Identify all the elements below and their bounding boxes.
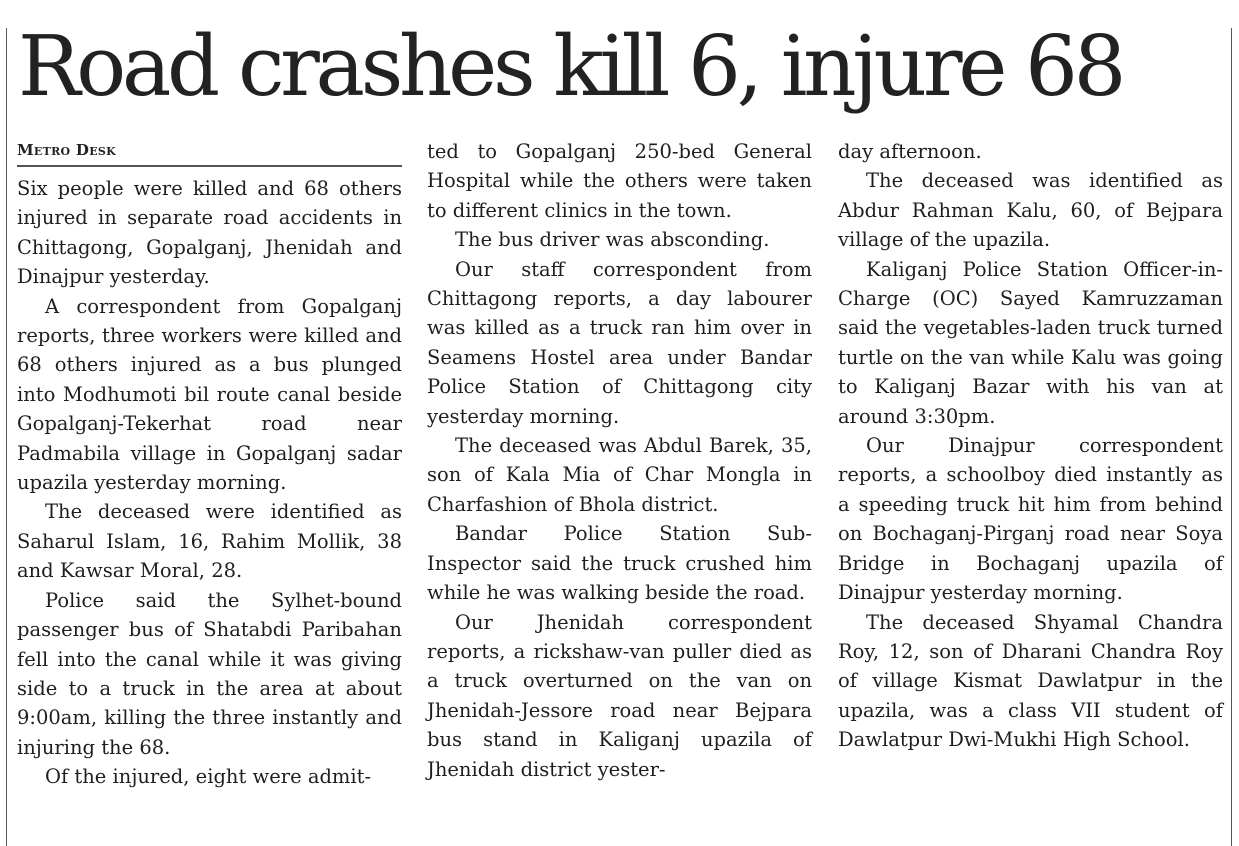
paragraph: Our staff correspondent from Chittagong reports, a day labourer was killed as a truck ran him over in Seamens Hostel area under Bandar Police Station of Chittagong city yesterday morning. xyxy=(427,257,812,428)
paragraph: A correspondent from Gopalganj reports, three workers were killed and 68 others injured as a bus plunged into Modhumoti bil route canal beside Gopalganj-Tekerhat road near Padmabila village in Gopalganj sadar upazila yesterday morning. xyxy=(17,294,402,495)
headline: Road crashes kill 6, injure 68 xyxy=(18,18,1123,115)
paragraph: Of the injured, eight were admit- xyxy=(45,765,372,789)
paragraph: Police said the Sylhet-bound passenger bus of Shatabdi Paribahan fell into the canal while it was giving side to a truck in the area at about 9:00am, killing the three instantly and injuring the 68. xyxy=(17,588,402,759)
paragraph: The deceased was Abdul Barek, 35, son of Kala Mia of Char Mongla in Charfashion of Bhola district. xyxy=(427,434,812,516)
byline: Metro Desk xyxy=(17,135,402,167)
column-2 xyxy=(427,137,812,784)
paragraph: Our Dinajpur correspondent reports, a schoolboy died instantly as a speeding truck hit him from behind on Bochaganj-Pirganj road near Soya Bridge in Bochaganj upazila of Dinajpur yesterday morning. xyxy=(838,434,1223,605)
column-3 xyxy=(838,137,1223,755)
paragraph: Our Jhenidah correspondent reports, a rickshaw-van puller died as a truck overturned on the van on Jhenidah-Jessore road near Bejpara bus stand in Kaliganj upazila of Jhenidah district yester- xyxy=(427,610,812,781)
paragraph: The deceased was identified as Abdur Rahman Kalu, 60, of Bejpara village of the upazila. xyxy=(838,169,1223,252)
paragraph: Kaliganj Police Station Officer-in-Charge (OC) Sayed Kamruzzaman said the vegetables-laden truck turned turtle on the van while Kalu was going to Kaliganj Bazar with his van at around 3:30pm. xyxy=(838,257,1223,428)
paragraph: The deceased were identified as Saharul Islam, 16, Rahim Mollik, 38 and Kawsar Moral, 28. xyxy=(17,500,402,583)
left-column-rule xyxy=(6,28,7,846)
paragraph: The bus driver was absconding. xyxy=(455,228,770,252)
paragraph: Bandar Police Station Sub-Inspector said the truck crushed him while he was walking beside the road. xyxy=(427,522,812,605)
paragraph: Six people were killed and 68 others injured in separate road accidents in Chittagong, Gopalganj, Jhenidah and Dinajpur yesterday. xyxy=(17,177,402,289)
column-1 xyxy=(17,135,402,792)
paragraph: day afternoon. xyxy=(838,140,982,163)
paragraph: ted to Gopalganj 250-bed General Hospital while the others were taken to different clinics in the town. xyxy=(427,140,812,222)
paragraph: The deceased Shyamal Chandra Roy, 12, son of Dharani Chandra Roy of village Kismat Dawlatpur in the upazila, was a class VII student of Dawlatpur Dwi-Mukhi High School. xyxy=(838,610,1223,752)
right-column-rule xyxy=(1231,28,1232,846)
